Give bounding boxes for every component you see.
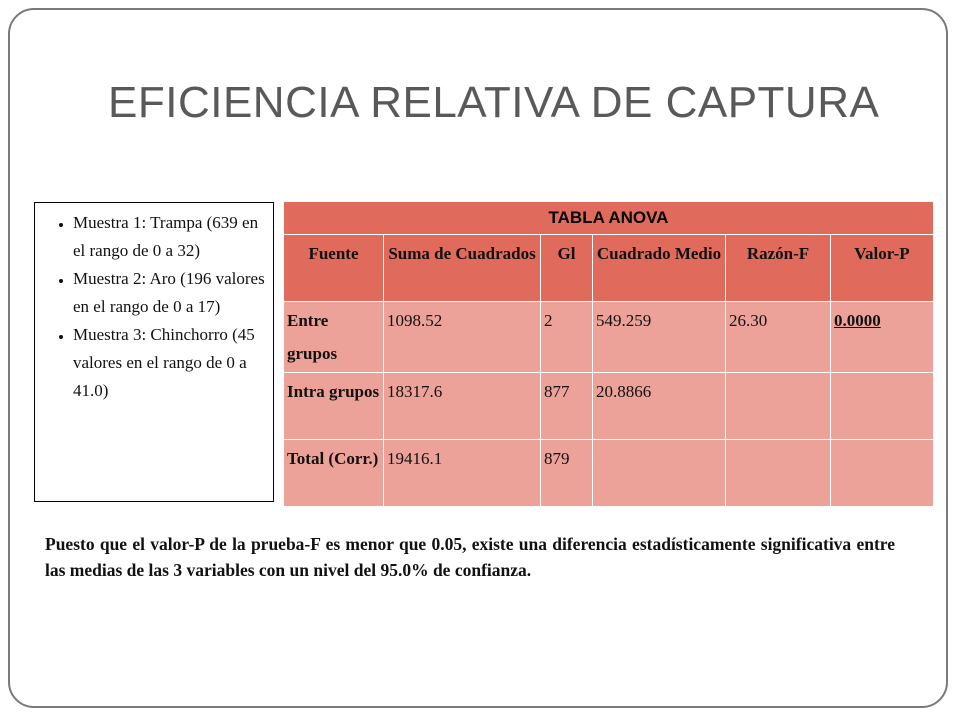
- header-valor-p: Valor-P: [831, 235, 934, 302]
- conclusion-text: Puesto que el valor-P de la prueba-F es menor que 0.05, existe una diferencia estadísticamente significativa entre las medias de las 3 variables con un nivel del 95.0% de confianza.: [45, 534, 895, 580]
- cell-sum-squares: 18317.6: [384, 373, 541, 440]
- cell-source: Total (Corr.): [284, 440, 384, 507]
- table-row: [284, 302, 934, 373]
- header-fuente: Fuente: [284, 235, 384, 302]
- cell-mean-square: [593, 440, 726, 507]
- slide-title: EFICIENCIA RELATIVA DE CAPTURA: [108, 78, 880, 127]
- sample-item: • Muestra 1: Trampa (639 en el rango de 0 a 32): [73, 209, 265, 265]
- table-header-row: [284, 235, 934, 302]
- cell-sum-squares: 1098.52: [384, 302, 541, 373]
- cell-df: 879: [541, 440, 593, 507]
- cell-source: Entre grupos: [284, 302, 384, 373]
- table-row: [284, 373, 934, 440]
- cell-source: Intra grupos: [284, 373, 384, 440]
- cell-p-value: [831, 373, 934, 440]
- cell-mean-square: 20.8866: [593, 373, 726, 440]
- table-caption: TABLA ANOVA: [284, 202, 934, 235]
- cell-df: 2: [541, 302, 593, 373]
- cell-f-ratio: [726, 440, 831, 507]
- samples-list: [43, 209, 265, 405]
- header-cuadrado-medio: Cuadrado Medio: [593, 235, 726, 302]
- sample-item: • Muestra 2: Aro (196 valores en el rango de 0 a 17): [73, 265, 265, 321]
- cell-mean-square: 549.259: [593, 302, 726, 373]
- cell-p-value: 0.0000: [831, 302, 934, 373]
- header-suma-cuadrados: Suma de Cuadrados: [384, 235, 541, 302]
- cell-f-ratio: [726, 373, 831, 440]
- table-row: [284, 440, 934, 507]
- cell-p-value: [831, 440, 934, 507]
- header-gl: Gl: [541, 235, 593, 302]
- cell-f-ratio: 26.30: [726, 302, 831, 373]
- cell-df: 877: [541, 373, 593, 440]
- samples-box: [34, 202, 274, 502]
- sample-item: • Muestra 3: Chinchorro (45 valores en el rango de 0 a 41.0): [73, 321, 265, 405]
- header-razon-f: Razón-F: [726, 235, 831, 302]
- anova-table: [283, 201, 934, 507]
- cell-sum-squares: 19416.1: [384, 440, 541, 507]
